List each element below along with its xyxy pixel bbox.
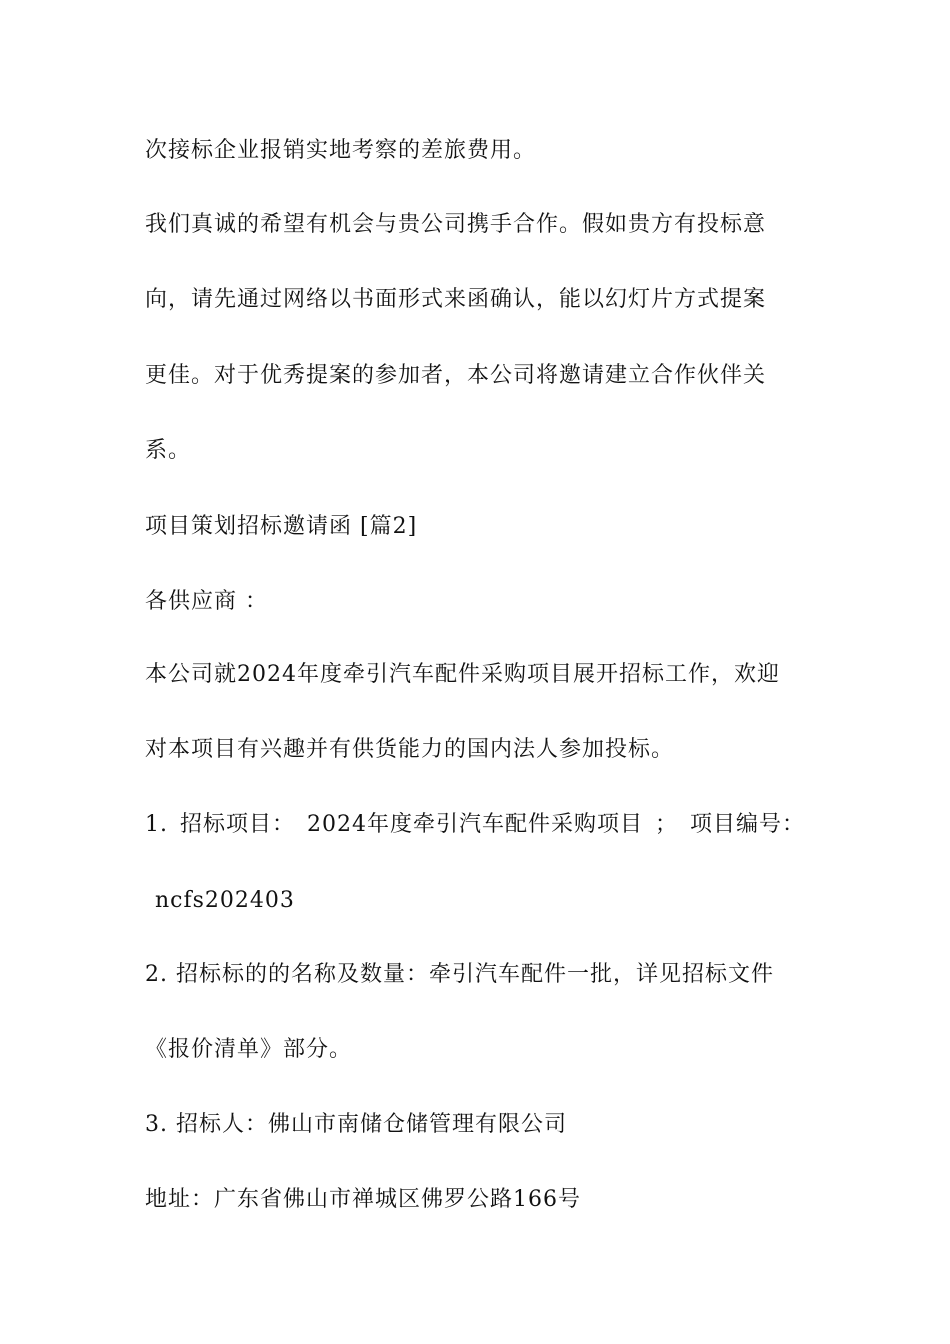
list-item-tenderer: 3. 招标人：佛山市南储仓储管理有限公司 xyxy=(145,1112,567,1137)
text-line-confirmation: 向，请先通过网络以书面形式来函确认，能以幻灯片方式提案 xyxy=(145,287,767,312)
section-heading: 项目策划招标邀请函 [篇2] xyxy=(145,514,418,539)
text-line-bidding-intro: 本公司就2024年度牵引汽车配件采购项目展开招标工作，欢迎 xyxy=(145,662,780,687)
text-line-relation-end: 系。 xyxy=(145,438,192,463)
text-line-cooperation-hope: 我们真诚的希望有机会与贵公司携手合作。假如贵方有投标意 xyxy=(145,212,767,237)
salutation: 各供应商 ： xyxy=(145,589,268,614)
text-line-travel-expenses: 次接标企业报销实地考察的差旅费用。 xyxy=(145,138,537,163)
project-number: ncfs202403 xyxy=(155,888,295,913)
list-item-subject: 2. 招标标的的名称及数量：牵引汽车配件一批，详见招标文件 xyxy=(145,962,774,987)
text-line-price-list: 《报价清单》部分。 xyxy=(145,1037,353,1062)
list-item-project: 1. 招标项目： 2024年度牵引汽车配件采购项目 ； 项目编号： xyxy=(145,812,805,837)
text-line-bidding-invite: 对本项目有兴趣并有供货能力的国内法人参加投标。 xyxy=(145,737,675,762)
text-line-partner-invite: 更佳。对于优秀提案的参加者，本公司将邀请建立合作伙伴关 xyxy=(145,363,767,388)
address-line: 地址：广东省佛山市禅城区佛罗公路166号 xyxy=(145,1187,581,1212)
